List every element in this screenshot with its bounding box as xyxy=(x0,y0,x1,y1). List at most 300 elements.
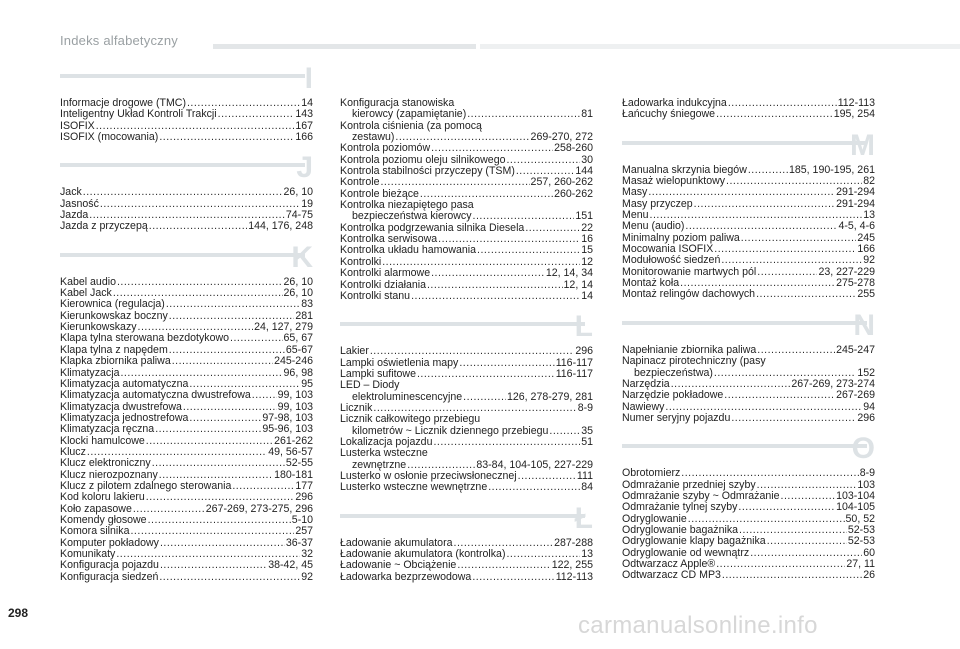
entry-pages: 144 xyxy=(575,165,593,178)
dot-leader xyxy=(160,560,267,571)
entry-pages: 267-269 xyxy=(836,389,875,402)
index-entry xyxy=(340,268,593,279)
entry-pages: 65, 67 xyxy=(283,332,313,345)
entry-pages: 81 xyxy=(581,108,593,121)
entry-text: Klapa tylna z napędem xyxy=(60,343,168,356)
entry-text: Mocowania ISOFIX xyxy=(622,243,714,256)
entry-text: Kontrolki działania xyxy=(340,278,426,291)
entry-text: Klocki hamulcowe xyxy=(60,434,145,447)
entry-pages: 111 xyxy=(576,469,593,482)
entry-text: Odryglowanie klapy bagażnika xyxy=(622,535,766,548)
entry-pages: 16 xyxy=(581,233,593,246)
entry-pages: 296 xyxy=(575,345,593,358)
entry-pages: 245-246 xyxy=(274,355,313,368)
dot-leader xyxy=(100,199,300,210)
index-entry xyxy=(340,291,593,302)
dot-leader xyxy=(146,436,273,447)
entry-pages: 24, 127, 279 xyxy=(254,321,313,334)
entry-pages: 12 xyxy=(581,255,593,268)
dot-leader xyxy=(506,155,580,166)
entry-pages: 95 xyxy=(301,377,313,390)
index-entry xyxy=(622,570,875,581)
dot-leader xyxy=(781,491,836,502)
entry-text: kilometrów ~ Licznik dziennego przebiegu xyxy=(352,424,549,437)
entry-text: Odmrażanie szyby ~ Odmrażanie xyxy=(622,489,780,502)
entry-pages: 291-294 xyxy=(836,186,875,199)
section-letter: M xyxy=(850,128,875,162)
entry-pages: 112-113 xyxy=(555,570,593,583)
entry-pages: 30 xyxy=(581,153,593,166)
section-letter: O xyxy=(851,432,875,466)
entry-pages: 15 xyxy=(581,244,593,257)
entry-text: Komputer pokładowy xyxy=(60,536,159,549)
dot-leader xyxy=(488,482,580,493)
index-column-2 xyxy=(340,68,595,583)
section-header xyxy=(60,151,315,187)
dot-leader xyxy=(189,413,261,424)
dot-leader xyxy=(748,165,788,176)
entry-text: Koło zapasowe xyxy=(60,502,132,515)
dot-leader xyxy=(159,132,294,143)
section-rule xyxy=(340,514,585,518)
entry-text: Narzędzie pokładowe xyxy=(622,389,724,402)
index-entry xyxy=(60,132,313,143)
entry-text: Kontrolki xyxy=(340,255,382,268)
section-letter: N xyxy=(853,308,875,342)
entry-pages: 52-55 xyxy=(285,457,313,470)
section-rule xyxy=(60,74,305,78)
entry-pages: 14 xyxy=(581,289,593,302)
dot-leader xyxy=(477,245,580,256)
dot-leader xyxy=(159,572,300,583)
entry-pages: 65-67 xyxy=(285,343,313,356)
section-header xyxy=(60,240,315,277)
section-rule xyxy=(622,321,867,325)
entry-text: Łańcuchy śniegowe xyxy=(622,108,716,121)
section-letter: J xyxy=(296,151,313,185)
dot-leader xyxy=(757,345,835,356)
entry-pages: 97-98, 103 xyxy=(262,411,313,424)
dot-leader xyxy=(433,437,580,448)
index-section xyxy=(622,68,877,121)
entry-text: Konfiguracja siedzeń xyxy=(60,570,159,583)
entry-text: LED – Diody xyxy=(340,379,400,392)
entry-pages: 4-5, 4-6 xyxy=(838,220,875,233)
entry-pages: 166 xyxy=(857,243,875,256)
entry-text: Informacje drogowe (TMC) xyxy=(60,97,186,109)
entry-pages: 166 xyxy=(295,131,313,144)
entry-pages: 255 xyxy=(857,288,875,301)
entry-text: Manualna skrzynia biegów xyxy=(622,163,747,176)
entry-text: Kod koloru lakieru xyxy=(60,491,145,504)
entry-pages: 22 xyxy=(581,221,593,234)
entry-pages: 296 xyxy=(295,491,313,504)
section-header xyxy=(622,128,877,165)
section-header xyxy=(60,62,315,98)
index-entry xyxy=(340,346,593,357)
entry-pages: 49, 56-57 xyxy=(268,445,313,458)
entry-pages: 122, 255 xyxy=(551,559,593,572)
index-entry xyxy=(60,560,313,571)
entry-pages: 94 xyxy=(863,400,875,413)
index-entry xyxy=(340,572,593,583)
dot-leader xyxy=(756,289,856,300)
dot-leader xyxy=(155,424,261,435)
entry-text: Lakier xyxy=(340,345,369,358)
entry-text: ISOFIX xyxy=(60,119,95,132)
entry-text: Odmrażanie przedniej szyby xyxy=(622,478,756,491)
dot-leader xyxy=(716,109,833,120)
entry-text: Odryglowanie od wewnątrz xyxy=(622,546,750,559)
dot-leader xyxy=(728,98,837,109)
entry-text: Klimatyzacja dwustrefowa xyxy=(60,400,182,413)
entry-text: Jasność xyxy=(60,197,99,210)
index-entry xyxy=(60,526,313,537)
entry-text: Menu (audio) xyxy=(622,220,685,233)
entry-pages: 52-53 xyxy=(847,523,875,536)
page-title: Indeks alfabetyczny xyxy=(60,33,178,48)
entry-text: Lampki oświetlenia mapy xyxy=(340,356,459,369)
dot-leader xyxy=(117,277,283,288)
entry-text: Kontrola stabilności przyczepy (TSM) xyxy=(340,165,515,178)
entry-text: Kontrole xyxy=(340,176,380,189)
entry-text: Jazda xyxy=(60,209,89,222)
index-entry xyxy=(340,380,595,391)
index-column-1 xyxy=(60,62,315,583)
section-header xyxy=(340,310,595,346)
index-section xyxy=(60,233,315,583)
entry-text: Nawiewy xyxy=(622,400,665,413)
index-entry xyxy=(622,468,875,479)
entry-text: Komora silnika xyxy=(60,525,130,538)
entry-pages: 144, 176, 248 xyxy=(248,220,313,233)
index-entry xyxy=(60,424,313,435)
index-entry xyxy=(622,536,875,547)
section-header xyxy=(622,308,877,345)
entry-text: Minimalny poziom paliwa xyxy=(622,231,740,244)
entry-pages: 112-113 xyxy=(837,97,875,109)
entry-pages: 245-247 xyxy=(836,343,875,356)
entry-text: Kontrola poziomu oleju silnikowego xyxy=(340,153,506,166)
index-entry xyxy=(340,414,595,425)
header-bar xyxy=(0,0,960,52)
section-letter: I xyxy=(304,62,313,95)
entry-text: Klimatyzacja jednostrefowa xyxy=(60,411,189,424)
dot-leader xyxy=(767,536,847,547)
index-entry xyxy=(622,199,875,210)
entry-text: Klucz xyxy=(60,445,86,458)
entry-pages: 50, 52 xyxy=(845,512,875,525)
entry-pages: 92 xyxy=(863,254,875,267)
dot-leader xyxy=(472,572,554,583)
section-rule xyxy=(60,163,305,167)
dot-leader xyxy=(714,244,856,255)
index-entry xyxy=(60,356,313,367)
entry-text: Klucz nierozpoznany xyxy=(60,468,158,481)
section-rule xyxy=(622,141,867,145)
entry-text: Klucz elektroniczny xyxy=(60,457,151,470)
entry-text: Kontrolka serwisowa xyxy=(340,233,438,246)
index-entry xyxy=(60,458,313,469)
dot-leader xyxy=(149,221,247,232)
entry-pages: 99, 103 xyxy=(277,400,313,413)
entry-pages: 12, 14, 34 xyxy=(545,267,593,280)
index-entry xyxy=(340,448,595,459)
entry-text: Klimatyzacja ręczna xyxy=(60,423,155,436)
index-entry xyxy=(622,502,875,513)
entry-pages: 267-269, 273-275, 296 xyxy=(205,502,313,515)
entry-text: Kontrolka niezapiętego pasa xyxy=(340,199,474,212)
entry-pages: 245 xyxy=(857,231,875,244)
entry-text: Konfiguracja pojazdu xyxy=(60,559,159,572)
entry-text: Montaż koła xyxy=(622,277,680,290)
entry-pages: 8-9 xyxy=(577,401,593,414)
dot-leader xyxy=(172,356,273,367)
dot-leader xyxy=(518,471,576,482)
entry-text: Konfiguracja stanowiska xyxy=(340,97,455,109)
entry-pages: 83 xyxy=(301,298,313,311)
index-entry xyxy=(340,560,593,571)
dot-leader xyxy=(694,199,835,210)
dot-leader xyxy=(741,233,857,244)
index-section xyxy=(340,302,595,493)
entry-pages: 82 xyxy=(863,175,875,188)
entry-text: bezpieczeństwa kierowcy xyxy=(352,210,472,223)
dot-leader xyxy=(230,333,283,344)
entry-text: Kontrole bieżące xyxy=(340,187,419,200)
entry-text: Klapka zbiornika paliwa xyxy=(60,355,171,368)
dot-leader xyxy=(232,481,294,492)
entry-pages: 26, 10 xyxy=(283,275,313,288)
watermark: carmanualsonline.info xyxy=(578,612,818,639)
index-entry xyxy=(60,199,313,210)
dot-leader xyxy=(417,369,555,380)
header-rule xyxy=(480,44,960,49)
dot-leader xyxy=(431,268,545,279)
index-entry xyxy=(340,482,593,493)
entry-pages: 19 xyxy=(301,197,313,210)
entry-text: Modułowość siedzeń xyxy=(622,254,721,267)
entry-pages: 84 xyxy=(581,481,593,494)
entry-pages: 269-270, 272 xyxy=(530,131,593,144)
entry-pages: 261-262 xyxy=(274,434,313,447)
entry-pages: 14 xyxy=(301,97,313,109)
dot-leader xyxy=(252,390,277,401)
entry-text: kierowcy (zapamiętanie) xyxy=(352,108,467,121)
entry-text: Kontrolki stanu xyxy=(340,289,411,302)
entry-text: Menu xyxy=(622,209,649,222)
index-section xyxy=(622,301,877,424)
entry-text: Kontrolki alarmowe xyxy=(340,267,431,280)
entry-text: Kontrola poziomów xyxy=(340,142,431,155)
entry-text: Ładowanie akumulatora xyxy=(340,536,453,549)
entry-text: Lusterko w osłonie przeciwsłonecznej xyxy=(340,469,517,482)
entry-text: Lusterko wsteczne wewnętrzne xyxy=(340,481,488,494)
entry-text: Klucz z pilotem zdalnego sterowania xyxy=(60,479,232,492)
index-entry xyxy=(60,390,313,401)
entry-pages: 260-262 xyxy=(554,187,593,200)
entry-text: Kierunkowskaz boczny xyxy=(60,309,168,322)
entry-text: zestawu) xyxy=(352,131,395,144)
entry-text: Kabel Jack xyxy=(60,287,112,300)
section-letter: K xyxy=(291,240,313,274)
entry-text: Odmrażanie tylnej szyby xyxy=(622,501,738,514)
entry-text: Lokalizacja pojazdu xyxy=(340,435,433,448)
entry-pages: 177 xyxy=(295,479,313,492)
entry-pages: 296 xyxy=(857,411,875,424)
entry-pages: 12, 14 xyxy=(563,278,593,291)
entry-pages: 5-10 xyxy=(291,513,313,526)
entry-text: Napinacz pirotechniczny (pasy xyxy=(622,355,766,368)
dot-leader xyxy=(83,187,283,198)
index-section xyxy=(60,143,315,232)
dot-leader xyxy=(411,291,580,302)
entry-text: Kontrola ciśnienia (za pomocą xyxy=(340,119,482,132)
dot-leader xyxy=(757,267,817,278)
entry-pages: 116-117 xyxy=(555,367,593,380)
entry-pages: 151 xyxy=(575,210,593,223)
index-entry xyxy=(622,289,875,300)
entry-pages: 23, 227-229 xyxy=(818,265,875,278)
entry-pages: 26, 10 xyxy=(283,287,313,300)
entry-text: Klimatyzacja automatyczna xyxy=(60,377,189,390)
section-header xyxy=(340,501,595,538)
dot-leader xyxy=(160,538,285,549)
entry-text: Masy przyczep xyxy=(622,197,693,210)
dot-leader xyxy=(457,560,550,571)
section-letter: Ł xyxy=(574,501,593,535)
index-entry xyxy=(622,356,877,367)
entry-text: Monitorowanie martwych pól xyxy=(622,265,757,278)
dot-leader xyxy=(459,358,554,369)
dot-leader xyxy=(427,280,563,291)
index-column-3 xyxy=(622,68,877,582)
entry-pages: 27, 11 xyxy=(846,557,875,570)
index-section xyxy=(340,68,595,302)
dot-leader xyxy=(169,345,285,356)
entry-text: Licznik xyxy=(340,401,373,414)
entry-text: Numer seryjny pojazdu xyxy=(622,411,731,424)
dot-leader xyxy=(152,458,285,469)
entry-text: Napełnianie zbiornika paliwa xyxy=(622,343,757,356)
index-entry xyxy=(60,492,313,503)
entry-pages: 116-117 xyxy=(555,356,593,369)
index-entry xyxy=(60,572,313,583)
entry-pages: 60 xyxy=(863,546,875,559)
entry-text: Montaż relingów dachowych xyxy=(622,288,756,301)
dot-leader xyxy=(681,468,858,479)
dot-leader xyxy=(549,426,580,437)
dot-leader xyxy=(731,413,856,424)
index-section xyxy=(340,494,595,583)
entry-pages: 104-105 xyxy=(836,501,875,514)
entry-text: Masaż wielopunktowy xyxy=(622,175,726,188)
index-entry xyxy=(622,109,875,120)
entry-text: Jack xyxy=(60,186,82,199)
entry-text: Licznik całkowitego przebiegu xyxy=(340,413,481,426)
entry-text: Klapa tylna sterowana bezdotykowo xyxy=(60,332,230,345)
entry-text: Odryglowanie bagażnika xyxy=(622,523,739,536)
entry-text: Narzędzia xyxy=(622,377,670,390)
entry-text: Ładowarka indukcyjna xyxy=(622,97,727,109)
section-header xyxy=(622,432,877,468)
entry-pages: 13 xyxy=(581,548,593,560)
entry-text: Kabel audio xyxy=(60,275,116,288)
entry-pages: 258-260 xyxy=(554,142,593,155)
entry-text: Obrotomierz xyxy=(622,467,681,480)
entry-text: Kierunkowskazy xyxy=(60,321,137,334)
index-section xyxy=(622,121,877,301)
dot-leader xyxy=(716,559,845,570)
entry-pages: 83-84, 104-105, 227-229 xyxy=(476,458,593,471)
entry-pages: 185, 190-195, 261 xyxy=(788,163,875,176)
entry-text: Lusterka wsteczne xyxy=(340,447,428,460)
entry-pages: 32 xyxy=(301,548,313,560)
entry-pages: 195, 254 xyxy=(833,108,875,121)
entry-pages: 287-288 xyxy=(554,536,593,549)
dot-leader xyxy=(370,346,574,357)
entry-text: Kierownica (regulacja) xyxy=(60,298,165,311)
dot-leader xyxy=(130,526,294,537)
entry-text: Jazda z przyczepą xyxy=(60,220,148,233)
entry-pages: 103 xyxy=(857,478,875,491)
entry-pages: 13 xyxy=(863,209,875,222)
entry-pages: 8-9 xyxy=(859,467,875,480)
entry-text: Ładowanie akumulatora (kontrolka) xyxy=(340,548,506,560)
section-rule xyxy=(60,253,305,257)
entry-text: zewnętrzne xyxy=(352,458,407,471)
entry-pages: 126, 278-279, 281 xyxy=(506,390,593,403)
entry-text: Komendy głosowe xyxy=(60,513,147,526)
header-rule xyxy=(213,44,476,49)
index-entry xyxy=(622,413,875,424)
dot-leader xyxy=(146,492,295,503)
entry-pages: 52-53 xyxy=(847,535,875,548)
entry-pages: 95-96, 103 xyxy=(262,423,313,436)
entry-text: Odryglowanie xyxy=(622,512,687,525)
entry-pages: 291-294 xyxy=(836,197,875,210)
dot-leader xyxy=(463,392,506,403)
entry-text: Odtwarzacz CD MP3 xyxy=(622,569,721,582)
dot-leader xyxy=(525,223,580,234)
entry-text: Klimatyzacja xyxy=(60,366,120,379)
entry-pages: 35 xyxy=(581,424,593,437)
entry-pages: 96, 98 xyxy=(283,366,313,379)
dot-leader xyxy=(467,109,580,120)
entry-text: Ładowarka bezprzewodowa xyxy=(340,570,472,583)
entry-pages: 167 xyxy=(295,119,313,132)
entry-pages: 92 xyxy=(301,570,313,583)
entry-pages: 152 xyxy=(857,366,875,379)
entry-text: Odtwarzacz Apple® xyxy=(622,557,716,570)
dot-leader xyxy=(166,299,300,310)
index-entry xyxy=(340,392,593,403)
entry-text: Komunikaty xyxy=(60,548,116,560)
dot-leader xyxy=(218,109,295,120)
entry-text: ISOFIX (mocowania) xyxy=(60,131,159,144)
entry-text: bezpieczeństwa) xyxy=(634,366,713,379)
entry-pages: 267-269, 273-274 xyxy=(791,377,875,390)
entry-text: Kontrolka podgrzewania silnika Diesela xyxy=(340,221,525,234)
entry-pages: 281 xyxy=(295,309,313,322)
entry-pages: 143 xyxy=(295,108,313,121)
entry-pages: 26 xyxy=(863,569,875,582)
section-rule xyxy=(340,322,585,326)
entry-pages: 26, 10 xyxy=(283,186,313,199)
index-entry xyxy=(60,109,313,120)
entry-text: Masy xyxy=(622,186,648,199)
index-entry xyxy=(622,390,875,401)
